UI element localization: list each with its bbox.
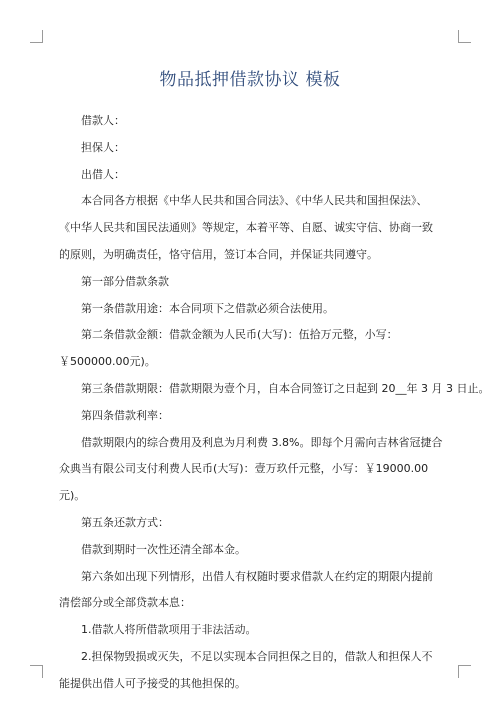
crop-mark-top-right — [458, 30, 471, 43]
crop-mark-top-left — [30, 30, 43, 43]
article-6-heading: 第六条如出现下列情形，出借人有权随时要求借款人在约定的期限内提前清偿部分或全部贷款本息： — [59, 569, 433, 610]
borrower-line: 借款人： — [81, 114, 125, 127]
article-5-heading: 第五条还款方式： — [81, 515, 169, 529]
article-4-heading: 第四条借款利率： — [81, 408, 169, 422]
document-title: 物品抵押借款协议 模板 — [159, 70, 341, 90]
article-4-body: 借款期限内的综合费用及利息为月利费 3.8%。即每个月需向吉林省冠捷合众典当有限公司支付利费人民币(大写)：壹万玖仟元整，小写：￥19000.00 元)。 — [59, 435, 443, 503]
lender-line: 出借人： — [81, 167, 125, 181]
preamble-paragraph: 本合同各方根据《中华人民共和国合同法》、《中华人民共和国担保法》、《中华人民共和国民法通则》等规定，本着平等、自愿、诚实守信、协商一致的原则，为明确责任，恪守信用，签订本合同，并保证共同遵守。 — [59, 194, 433, 261]
document-body — [59, 108, 490, 698]
article-5-body: 借款到期时一次性还清全部本金。 — [81, 542, 246, 556]
article-3: 第三条借款期限：借款期限为壹个月，自本合同签订之日起到 20__年 3 月 3 日止。 — [81, 381, 490, 395]
crop-mark-bottom-left — [30, 665, 43, 678]
article-2: 第二条借款金额：借款金额为人民币(大写)：伍拾万元整，小写：￥500000.00元)。 — [59, 328, 398, 369]
section-heading: 第一部分借款条款 — [81, 274, 169, 288]
article-1: 第一条借款用途：本合同项下之借款必须合法使用。 — [81, 301, 334, 315]
guarantor-line: 担保人： — [81, 140, 125, 154]
article-6-item-1: 1.借款人将所借款项用于非法活动。 — [81, 623, 257, 637]
article-6-item-2: 2.担保物毁损或灭失，不足以实现本合同担保之目的，借款人和担保人不能提供出借人可予接受的其他担保的。 — [59, 649, 433, 690]
crop-mark-bottom-right — [458, 665, 471, 678]
